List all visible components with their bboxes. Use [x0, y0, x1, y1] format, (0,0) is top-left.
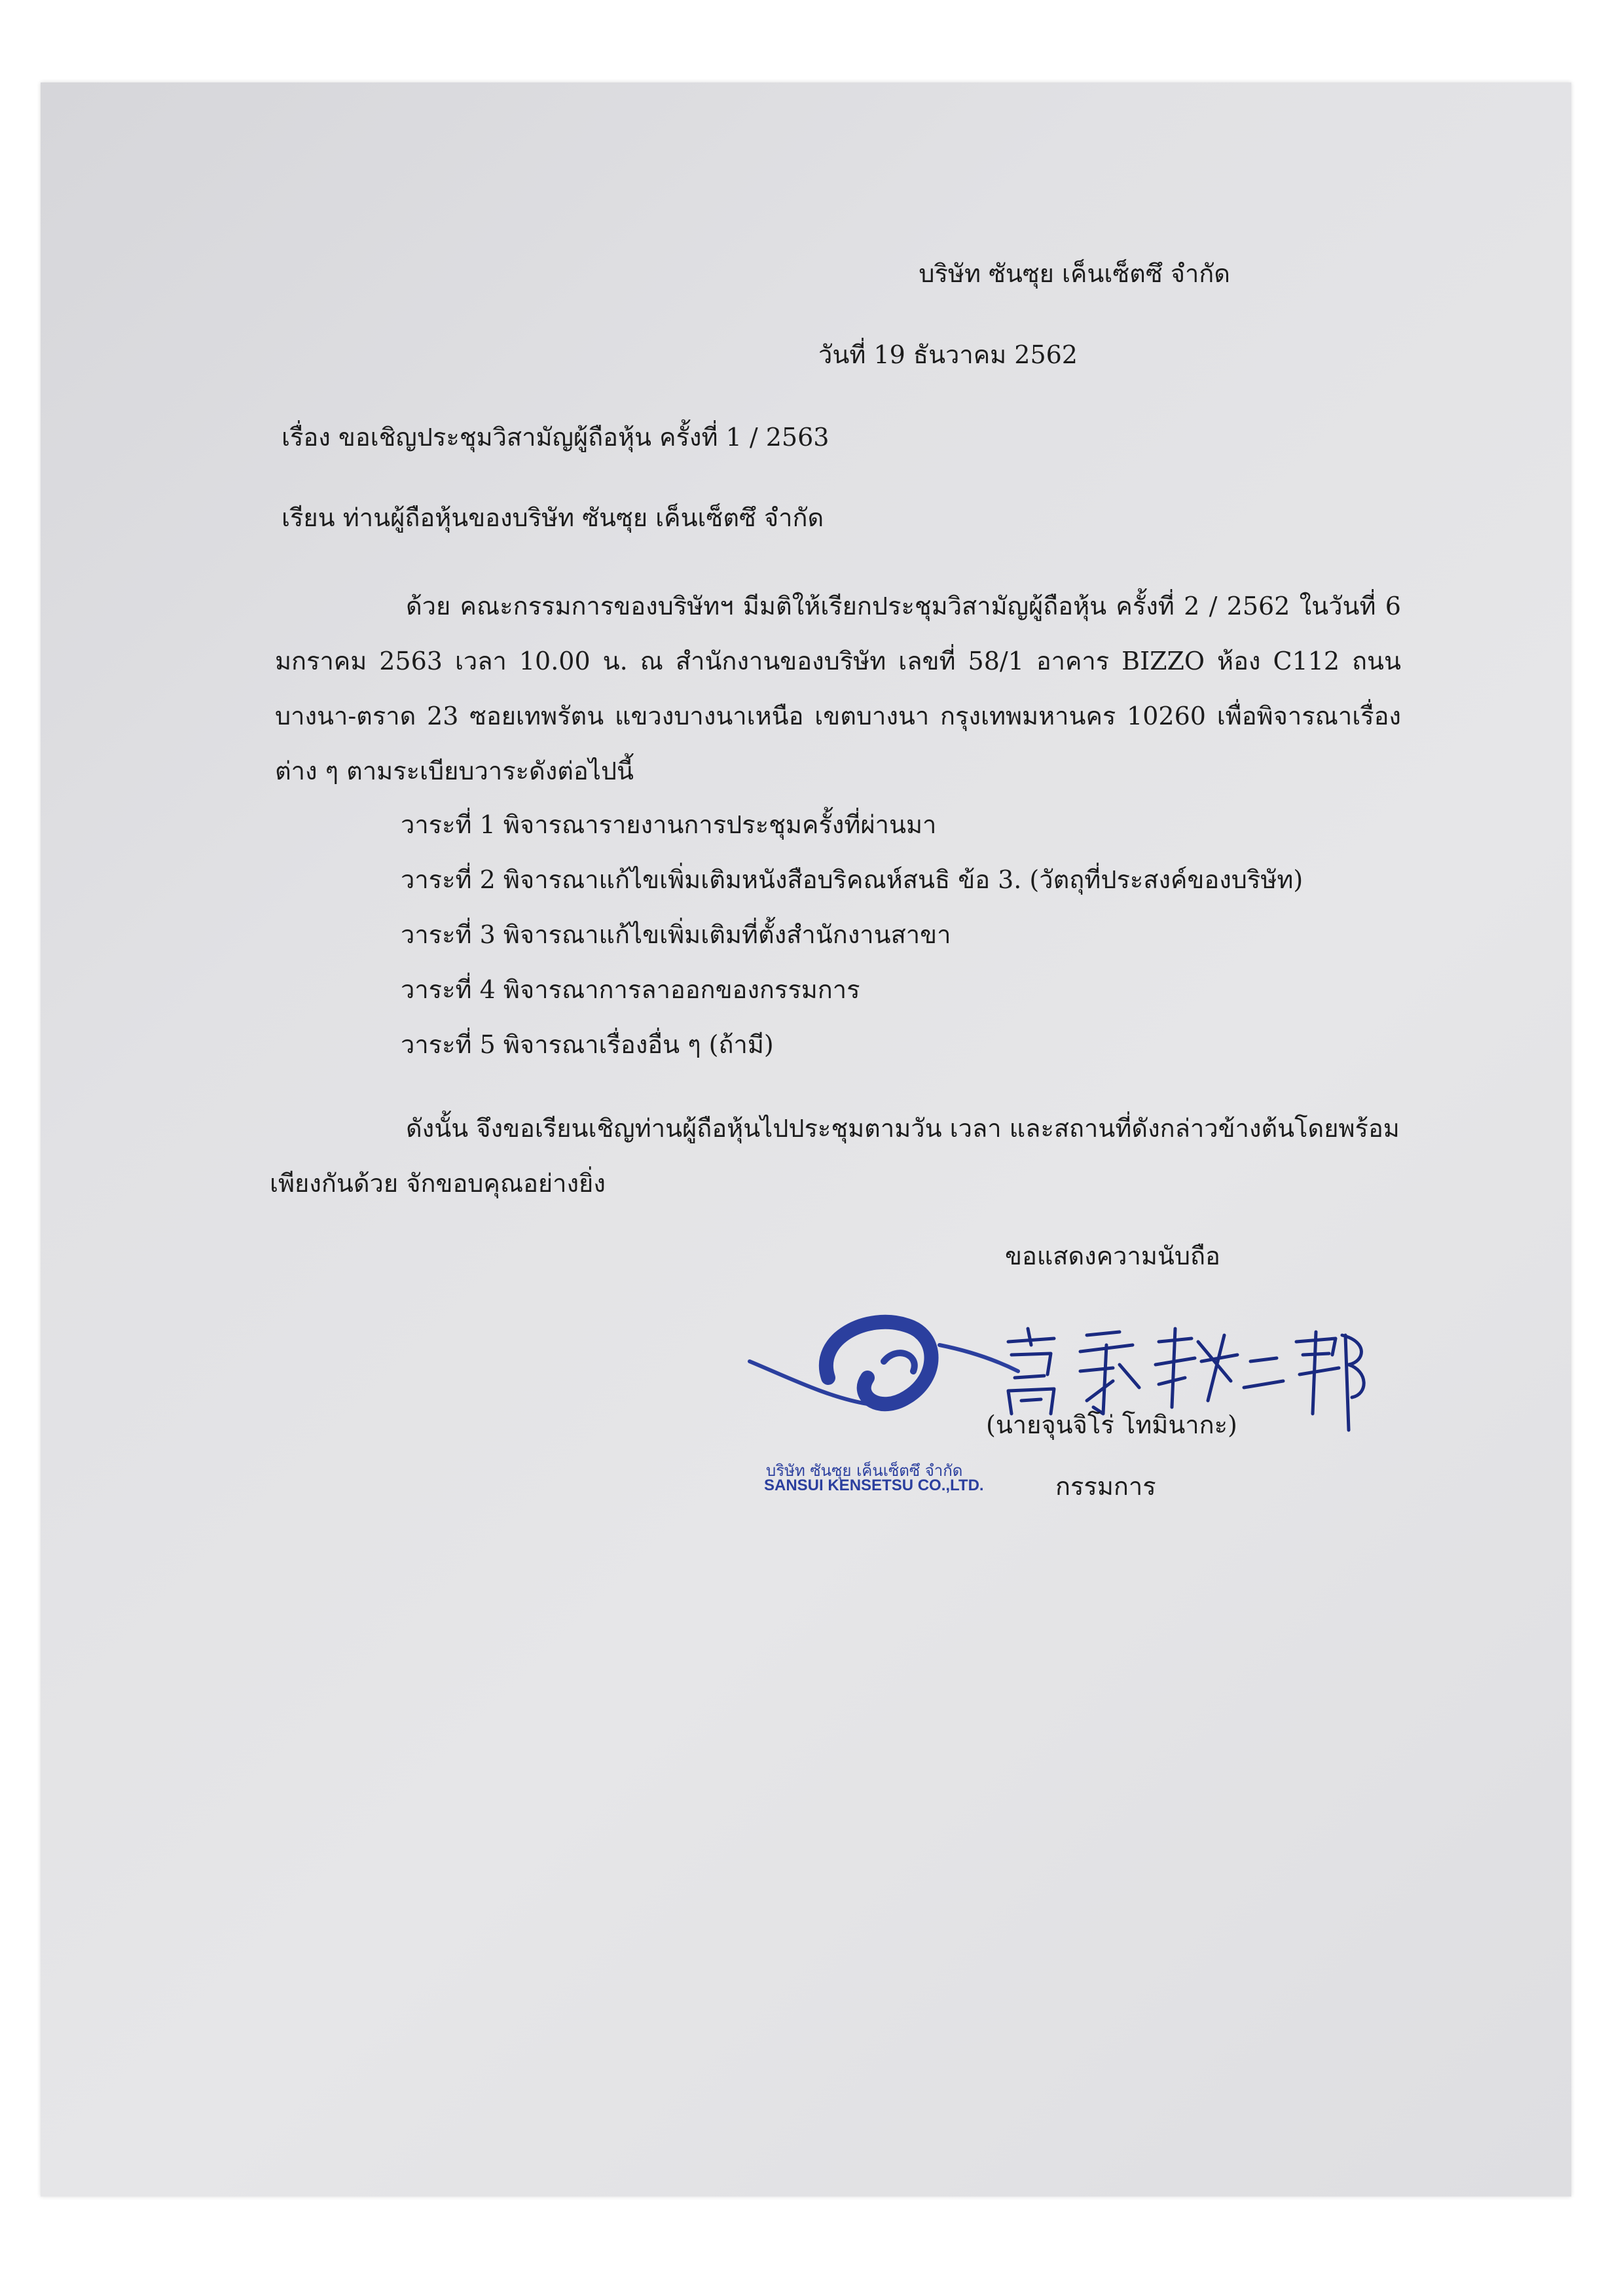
seal-name-english: SANSUI KENSETSU CO.,LTD. [764, 1477, 984, 1494]
agenda-item: วาระที่ 5 พิจารณาเรื่องอื่น ๆ (ถ้ามี) [401, 1030, 774, 1059]
agenda-item: วาระที่ 4 พิจารณาการลาออกของกรรมการ [401, 975, 860, 1004]
agenda-item: วาระที่ 3 พิจารณาแก้ไขเพิ่มเติมที่ตั้งสำนักงานสาขา [401, 920, 951, 949]
letter-body [275, 579, 1401, 798]
letter-date: วันที่ 19 ธันวาคม 2562 [818, 340, 1078, 369]
closing-paragraph-block [270, 1101, 1401, 1211]
seal-name-thai: บริษัท ซันซุย เค็นเซ็ตซึ จำกัด [766, 1462, 963, 1480]
signer-name: (นายจุนจิโร่ โทมินากะ) [986, 1410, 1237, 1439]
agenda-item: วาระที่ 2 พิจารณาแก้ไขเพิ่มเติมหนังสือบริคณห์สนธิ ข้อ 3. (วัตถุที่ประสงค์ของบริษัท) [401, 865, 1304, 894]
closing-paragraph: ดังนั้น จึงขอเรียนเชิญท่านผู้ถือหุ้นไปประชุมตามวัน เวลา และสถานที่ดังกล่าวข้างต้นโดยพร้อมเพียงกันด้วย จักขอบคุณอย่างยิ่ง [270, 1114, 1400, 1198]
company-header: บริษัท ซันซุย เค็นเซ็ตซึ จำกัด [919, 259, 1230, 288]
letter-subject: เรื่อง ขอเชิญประชุมวิสามัญผู้ถือหุ้น ครั้งที่ 1 / 2563 [282, 423, 830, 452]
regards-text: ขอแสดงความนับถือ [1005, 1242, 1220, 1270]
signer-role: กรรมการ [1055, 1472, 1156, 1501]
letter-recipient: เรียน ท่านผู้ถือหุ้นของบริษัท ซันซุย เค็นเซ็ตซึ จำกัด [282, 503, 824, 532]
agenda-list [401, 797, 1303, 1072]
agenda-item: วาระที่ 1 พิจารณารายงานการประชุมครั้งที่ผ่านมา [401, 810, 937, 839]
body-paragraph: ด้วย คณะกรรมการของบริษัทฯ มีมติให้เรียกประชุมวิสามัญผู้ถือหุ้น ครั้งที่ 2 / 2562 ในวันที่ 6 มกราคม 2563 เวลา 10.00 น. ณ สำนักงานของบริษัท เลขที่ 58/1 อาคาร BIZZO ห้อง C112 ถนนบางนา-ตราด 23 ซอยเทพรัตน แขวงบางนาเหนือ เขตบางนา กรุงเทพมหานคร 10260 เพื่อพิจารณาเรื่องต่าง ๆ ตามระเบียบวาระดังต่อไปนี้ [275, 592, 1401, 785]
